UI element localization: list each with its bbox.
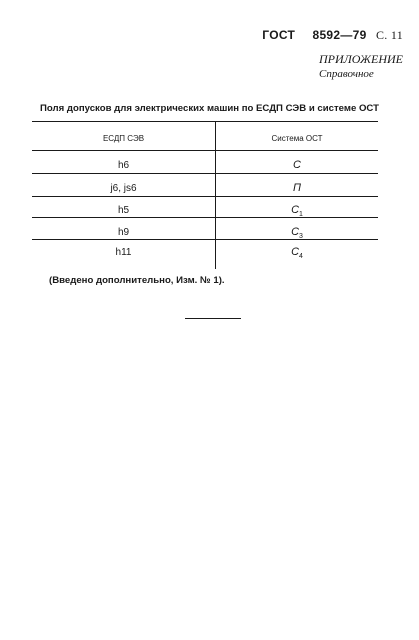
tolerance-table: [32, 121, 378, 269]
ost-cell: П: [293, 182, 301, 194]
end-rule: [185, 318, 241, 319]
ost-cell: $С_4$: [291, 246, 303, 261]
row-rule: [32, 173, 378, 174]
table-title: Поля допусков для электрических машин по ЕСДП СЭВ и системе ОСТ: [40, 103, 379, 114]
standard-number: 8592—79: [312, 28, 367, 42]
header-rule: [32, 150, 378, 151]
column-header-ost: Система ОСТ: [271, 134, 323, 143]
row-rule: [32, 239, 378, 240]
column-header-esdp: ЕСДП СЭВ: [102, 134, 145, 143]
esdp-cell: h6: [117, 160, 130, 171]
page-header: [262, 28, 403, 43]
row-rule: [32, 196, 378, 197]
ost-cell: $С_1$: [291, 204, 303, 219]
ost-cell: С: [293, 159, 301, 171]
esdp-cell: h9: [117, 227, 130, 238]
row-rule: [32, 217, 378, 218]
esdp-cell: h11: [115, 247, 132, 258]
amendment-note: (Введено дополнительно, Изм. № 1).: [49, 275, 225, 286]
esdp-cell: j6, js6: [110, 183, 137, 194]
ost-cell: $С_3$: [291, 226, 303, 241]
appendix-subtitle: Справочное: [319, 68, 374, 80]
table-top-rule: [32, 121, 378, 122]
esdp-cell: h5: [117, 205, 130, 216]
page-number: С. 11: [375, 28, 403, 42]
appendix-title: ПРИЛОЖЕНИЕ: [319, 52, 403, 66]
standard-label: ГОСТ: [262, 28, 296, 42]
appendix-block: [319, 52, 403, 82]
